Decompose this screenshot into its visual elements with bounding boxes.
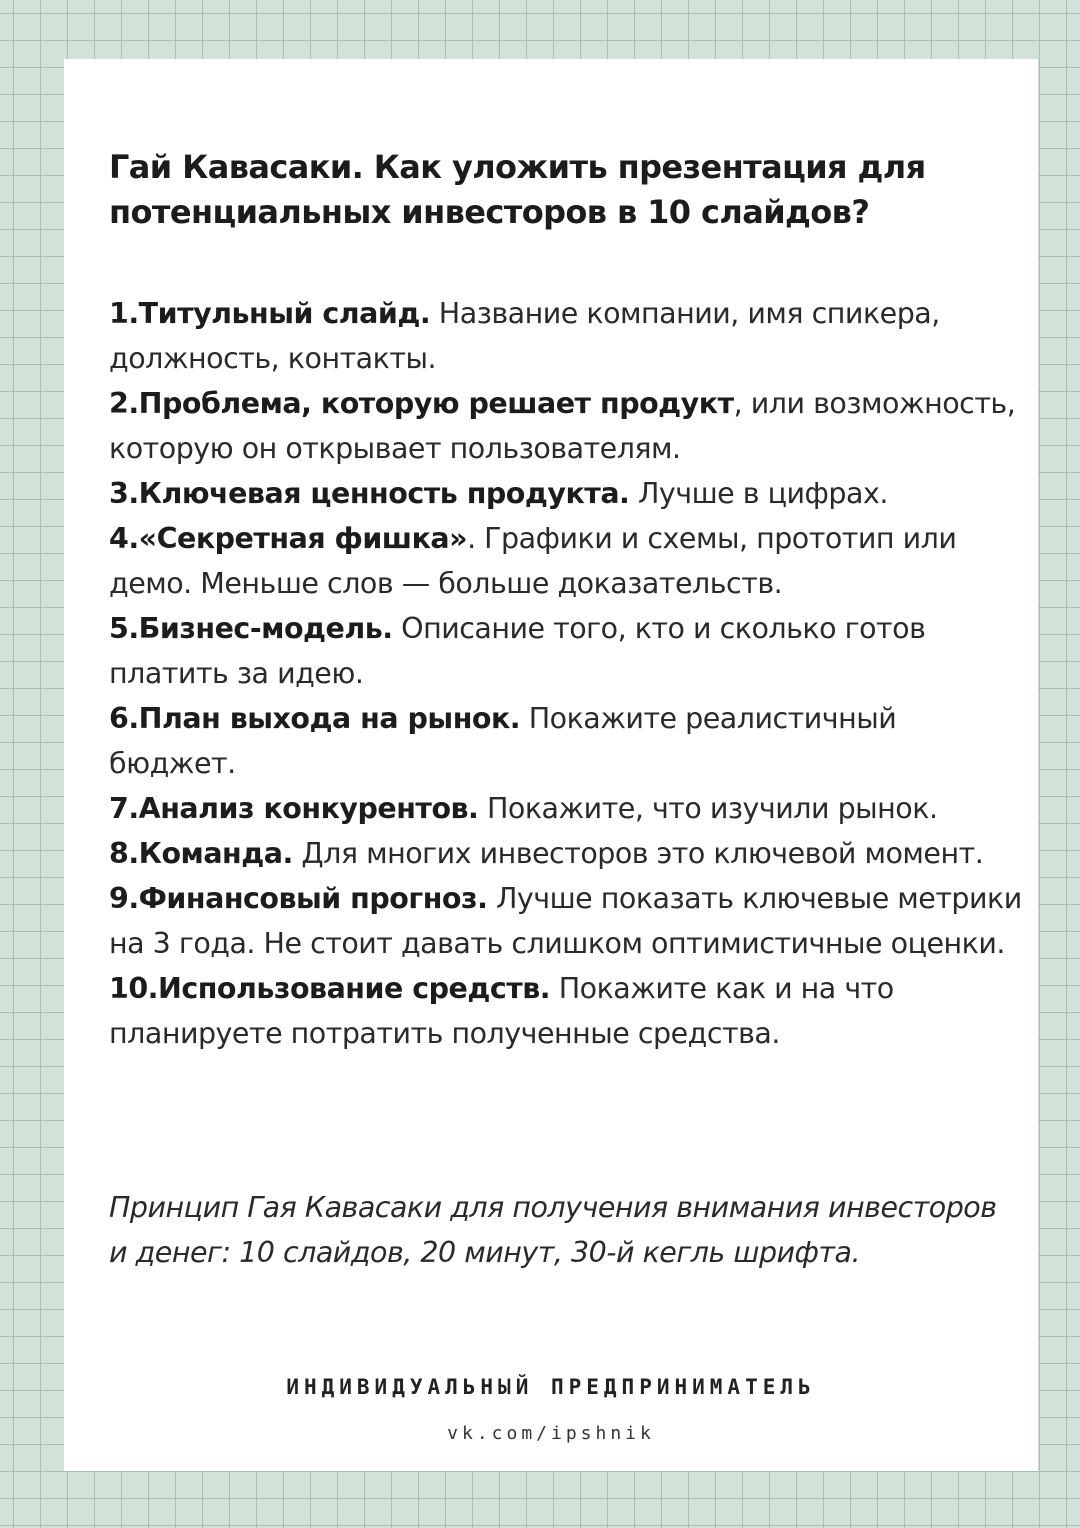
list-item-lead: 7.Анализ конкурентов. xyxy=(109,792,479,825)
footer-title: ИНДИВИДУАЛЬНЫЙ ПРЕДПРИНИМАТЕЛЬ xyxy=(286,1375,816,1399)
list-item-text: Название компании, имя спикера, должность, контакты. xyxy=(109,297,940,375)
list-item xyxy=(109,966,1024,1056)
list-item-text: Лучше в цифрах. xyxy=(629,477,888,510)
list-item xyxy=(109,471,1024,516)
page-title: Гай Кавасаки. Как уложить презентация для потенциальных инвесторов в 10 слайдов? xyxy=(109,148,926,231)
list-item-text: Покажите, что изучили рынок. xyxy=(478,792,938,825)
list-item-text: . Графики и схемы, прототип или демо. Меньше слов — больше доказательств. xyxy=(109,522,957,600)
list-item xyxy=(109,696,1024,786)
list-item-lead: 6.План выхода на рынок. xyxy=(109,702,521,735)
list-item-lead: 3.Ключевая ценность продукта. xyxy=(109,477,630,510)
list-item xyxy=(109,831,1024,876)
list-item xyxy=(109,606,1024,696)
list-item-text: , или возможность, которую он открывает пользователям. xyxy=(109,387,1016,465)
list-item-lead: 4.«Секретная фишка» xyxy=(109,522,468,555)
list-item xyxy=(109,381,1024,471)
list-item xyxy=(109,291,1024,381)
list-item-lead: 2.Проблема, которую решает продукт xyxy=(109,387,734,420)
list-item-lead: 8.Команда. xyxy=(109,837,293,870)
closing-quote: Принцип Гая Кавасаки для получения внимания инвесторов и денег: 10 слайдов, 20 минут, 30-й кегль шрифта. xyxy=(109,1191,997,1269)
list-item-lead: 9.Финансовый прогноз. xyxy=(109,882,488,915)
list-item-text: Покажите реалистичный бюджет. xyxy=(109,702,897,780)
content-card xyxy=(64,59,1038,1471)
list-item xyxy=(109,516,1024,606)
list-item-lead: 10.Использование средств. xyxy=(109,972,551,1005)
footer-link[interactable]: vk.com/ipshnik xyxy=(447,1423,655,1444)
list-item-text: Для многих инвесторов это ключевой момент. xyxy=(292,837,984,870)
list-item xyxy=(109,786,1024,831)
list-item-lead: 1.Титульный слайд. xyxy=(109,297,431,330)
list-item-text: Описание того, кто и сколько готов платить за идею. xyxy=(109,612,926,690)
list-item xyxy=(109,876,1024,966)
list-item-lead: 5.Бизнес-модель. xyxy=(109,612,393,645)
slide-list xyxy=(109,291,1024,1056)
list-item-text: Покажите как и на что планируете потратить полученные средства. xyxy=(109,972,894,1050)
list-item-text: Лучше показать ключевые метрики на 3 года. Не стоит давать слишком оптимистичные оценки. xyxy=(109,882,1022,960)
